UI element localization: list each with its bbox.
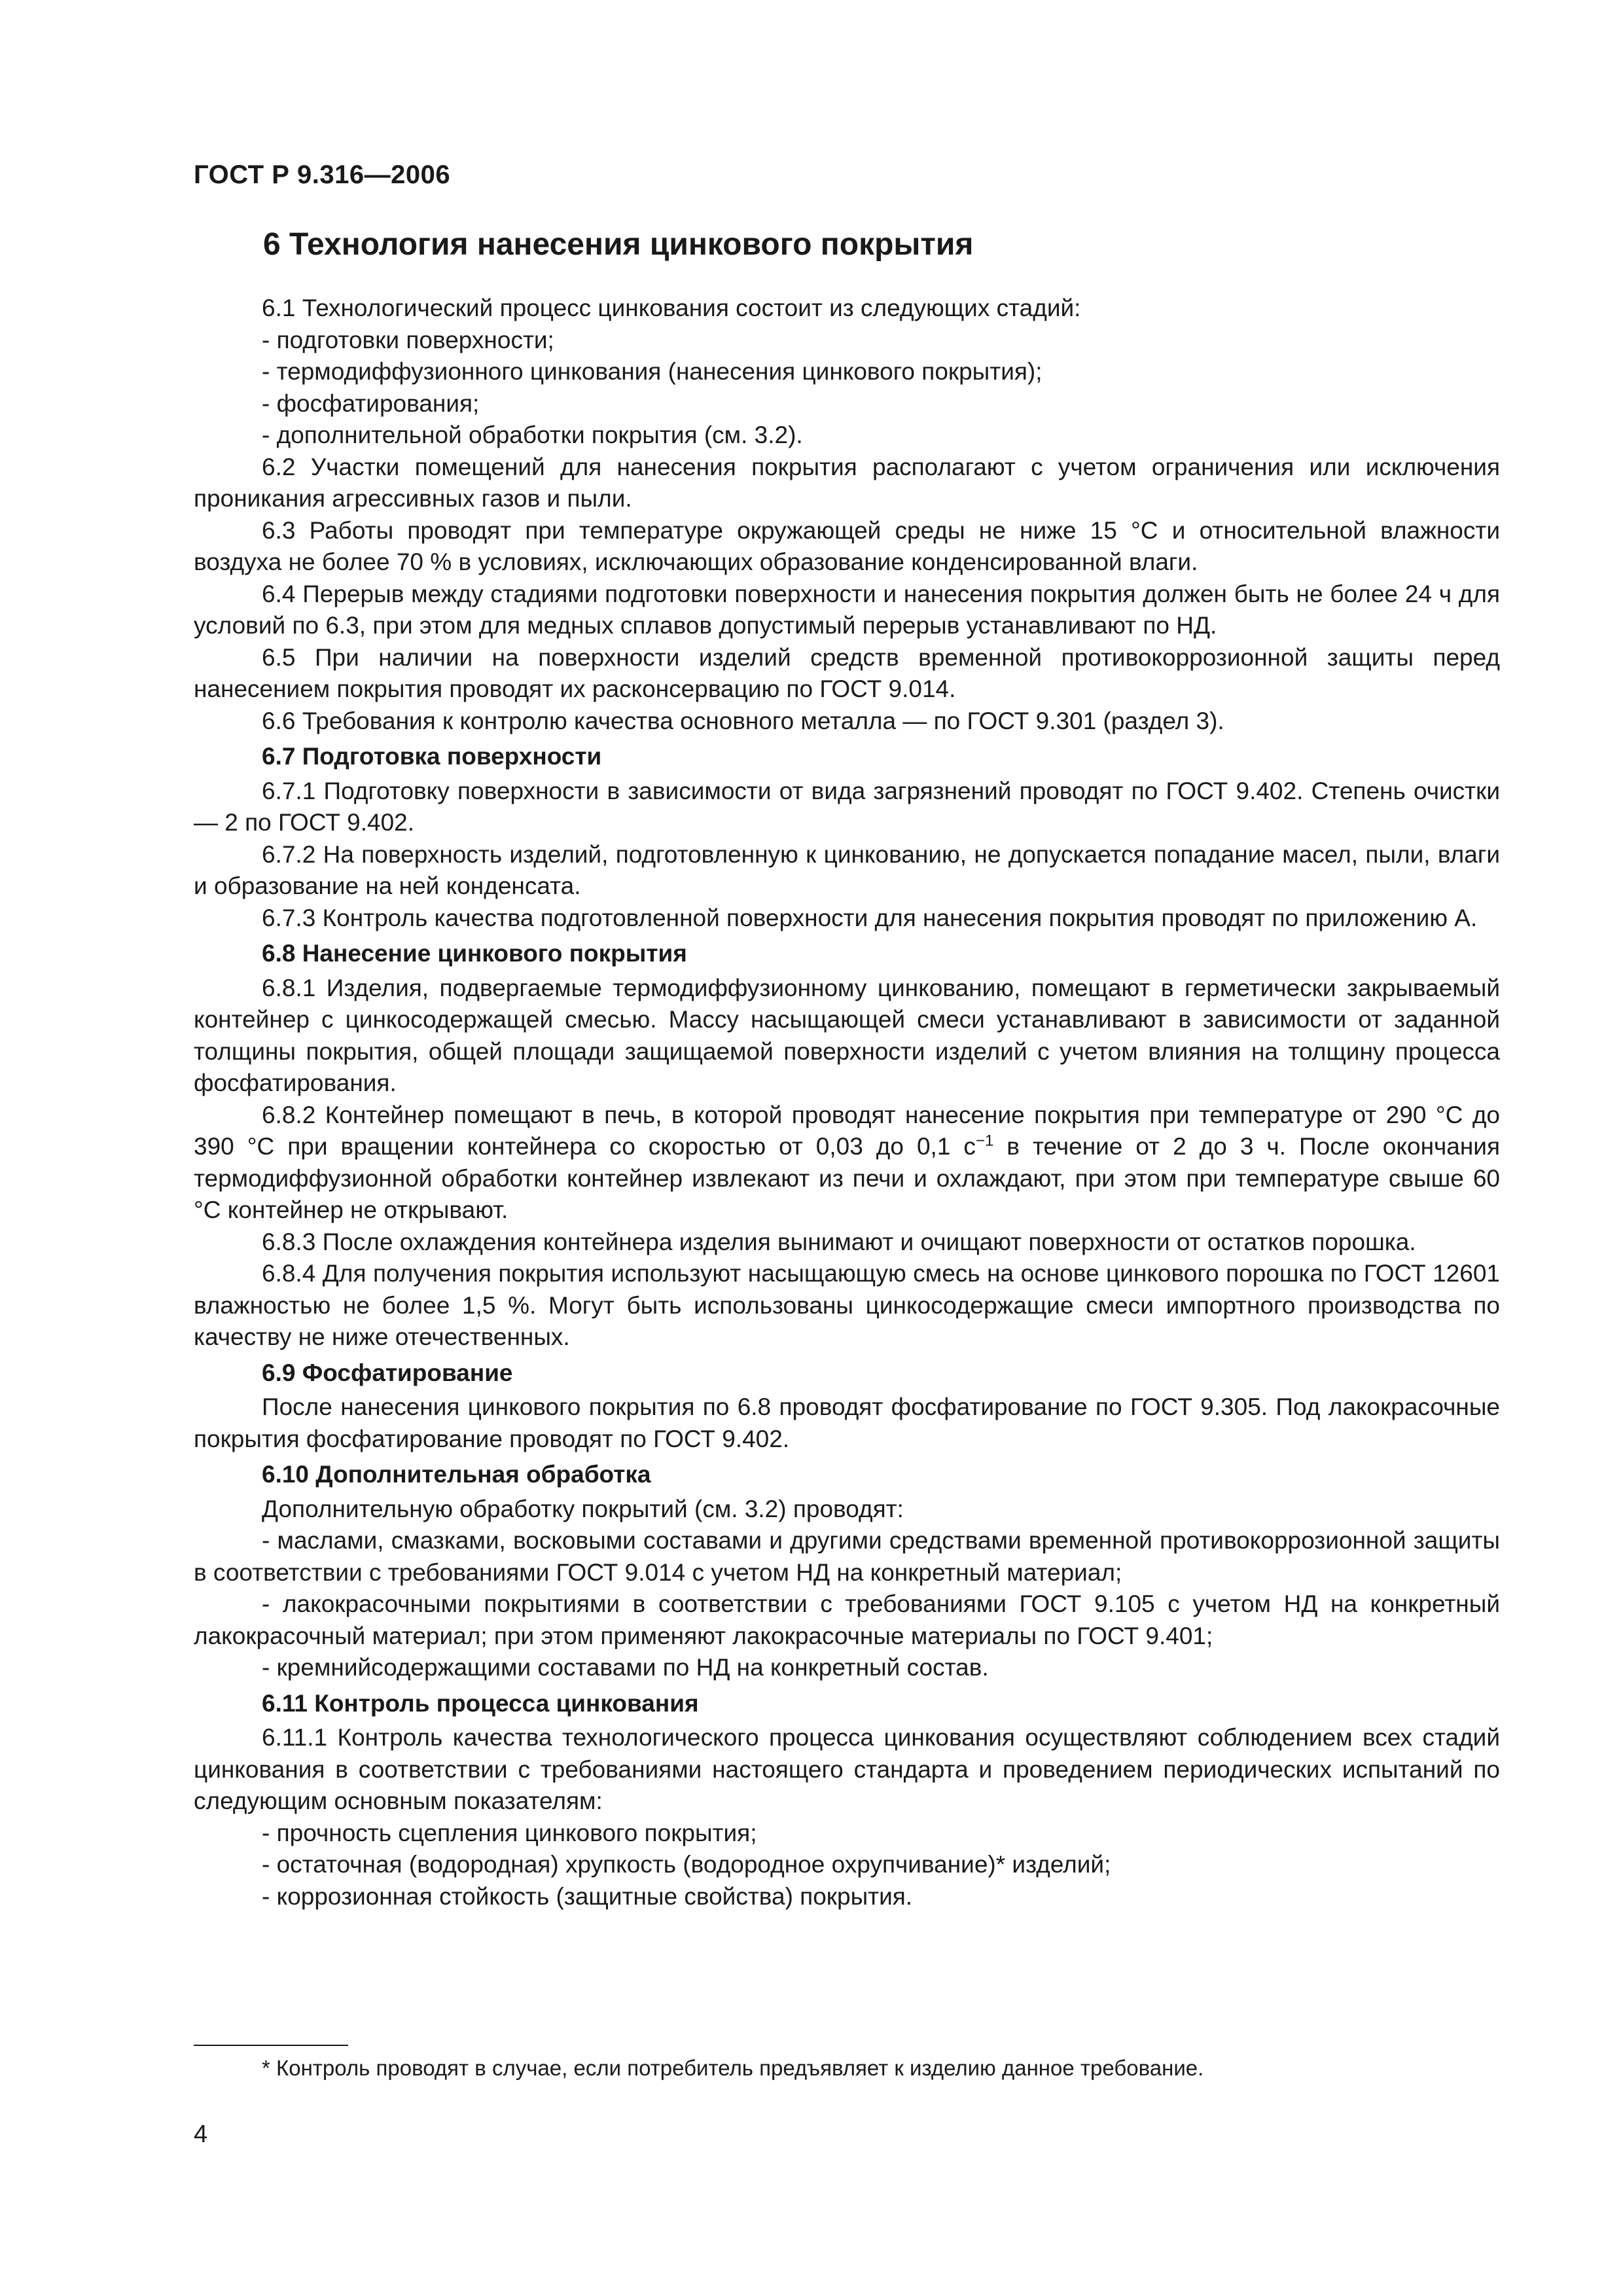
footnote: * Контроль проводят в случае, если потребитель предъявляет к изделию данное требование.	[262, 2056, 1204, 2080]
list-item: - коррозионная стойкость (защитные свойства) покрытия.	[262, 1882, 913, 1910]
footnote-divider	[194, 2045, 348, 2046]
subsection-title-6-10: 6.10 Дополнительная обработка	[262, 1461, 651, 1488]
list-item: - дополнительной обработки покрытия (см. 3.2).	[262, 422, 803, 448]
paragraph-6-8-1: 6.8.1 Изделия, подвергаемые термодиффузионному цинкованию, помещают в герметически закрываемый контейнер с цинкосодержащей смесью. Массу насыщающей смеси устанавливают в зависимости от заданной толщины покрытия, общей площади защищаемой поверхности изделий с учетом влияния на толщину процесса фосфатирования.	[194, 974, 1500, 1096]
paragraph-6-5: 6.5 При наличии на поверхности изделий средств временной противокоррозионной защиты перед нанесением покрытия проводят их расконсервацию по ГОСТ 9.014.	[194, 643, 1500, 702]
paragraph-6-3: 6.3 Работы проводят при температуре окружающей среды не ниже 15 °С и относительной влажности воздуха не более 70 % в условиях, исключающих образование конденсированной влаги.	[194, 516, 1500, 575]
stages-list	[194, 325, 1500, 452]
paragraph-6-8-2-part-a: 6.8.2 Контейнер помещают в печь, в которой проводят нанесение покрытия при температуре от 290 °С до 390 °С при вращении контейнера со скоростью от 0,03 до 0,1 с	[194, 1101, 1500, 1160]
paragraph-6-11-1: 6.11.1 Контроль качества технологического процесса цинкования осуществляют соблюдением всех стадий цинкования в соответствии с требованиями настоящего стандарта и проведением периодических испытаний по следующим основным показателям:	[194, 1724, 1500, 1814]
subsection-title-6-11: 6.11 Контроль процесса цинкования	[262, 1689, 699, 1717]
document-code-header: ГОСТ Р 9.316—2006	[194, 160, 451, 189]
paragraph-6-8-3: 6.8.3 После охлаждения контейнера изделия вынимают и очищают поверхности от остатков порошка.	[262, 1228, 1416, 1255]
document-body	[194, 226, 1500, 1912]
page-number: 4	[194, 2121, 208, 2148]
list-item: - фосфатирования;	[262, 389, 480, 417]
list-item: - лакокрасочными покрытиями в соответствии с требованиями ГОСТ 9.105 с учетом НД на конкретный лакокрасочный материал; при этом применяют лакокрасочные материалы по ГОСТ 9.401;	[194, 1590, 1500, 1649]
paragraph-6-1-intro: 6.1 Технологический процесс цинкования состоит из следующих стадий:	[262, 295, 1081, 321]
paragraph-6-7-1: 6.7.1 Подготовку поверхности в зависимости от вида загрязнений проводят по ГОСТ 9.402. Степень очистки — 2 по ГОСТ 9.402.	[194, 777, 1500, 836]
paragraph-6-6: 6.6 Требования к контролю качества основного металла — по ГОСТ 9.301 (раздел 3).	[262, 707, 1224, 734]
subsection-title-6-7: 6.7 Подготовка поверхности	[262, 743, 602, 770]
paragraph-6-8-2	[194, 1100, 1500, 1227]
subsection-title-6-8: 6.8 Нанесение цинкового покрытия	[262, 940, 687, 967]
list-item: - остаточная (водородная) хрупкость (водородное охрупчивание)* изделий;	[262, 1851, 1111, 1878]
exponent: −1	[975, 1132, 994, 1150]
section-title: 6 Технология нанесения цинкового покрытия	[263, 227, 974, 262]
paragraph-6-4: 6.4 Перерыв между стадиями подготовки поверхности и нанесения покрытия должен быть не более 24 ч для условий по 6.3, при этом для медных сплавов допустимый перерыв устанавливают по НД.	[194, 580, 1500, 639]
paragraph-6-8-4: 6.8.4 Для получения покрытия используют насыщающую смесь на основе цинкового порошка по ГОСТ 12601 влажностью не более 1,5 %. Могут быть использованы цинкосодержащие смеси импортного производства по качеству не ниже отечественных.	[194, 1260, 1500, 1350]
additional-treatment-list	[194, 1525, 1500, 1684]
paragraph-6-7-2: 6.7.2 На поверхность изделий, подготовленную к цинкованию, не допускается попадание масел, пыли, влаги и образование на ней конденсата.	[194, 840, 1500, 899]
paragraph-6-8-2-part-b: в течение от 2 до 3 ч. После окончания термодиффузионной обработки контейнер извлекают из печи и охлаждают, при этом при температуре свыше 60 °С контейнер не открывают.	[194, 1133, 1500, 1223]
paragraph-6-10-intro: Дополнительную обработку покрытий (см. 3.2) проводят:	[262, 1495, 904, 1522]
subsection-title-6-9: 6.9 Фосфатирование	[262, 1359, 513, 1386]
list-item: - маслами, смазками, восковыми составами и другими средствами временной противокоррозионной защиты в соответствии с требованиями ГОСТ 9.014 с учетом НД на конкретный материал;	[194, 1527, 1500, 1586]
test-indicators-list	[194, 1818, 1500, 1913]
paragraph-6-7-3: 6.7.3 Контроль качества подготовленной поверхности для нанесения покрытия проводят по приложению А.	[262, 904, 1478, 931]
list-item: - термодиффузионного цинкования (нанесения цинкового покрытия);	[262, 358, 1043, 385]
paragraph-6-2: 6.2 Участки помещений для нанесения покрытия располагают с учетом ограничения или исключения проникания агрессивных газов и пыли.	[194, 453, 1500, 512]
list-item: - кремнийсодержащими составами по НД на конкретный состав.	[262, 1654, 989, 1681]
list-item: - подготовки поверхности;	[262, 326, 554, 353]
list-item: - прочность сцепления цинкового покрытия;	[262, 1819, 757, 1846]
paragraph-6-9: После нанесения цинкового покрытия по 6.8 проводят фосфатирование по ГОСТ 9.305. Под лакокрасочные покрытия фосфатирование проводят по ГОСТ 9.402.	[194, 1393, 1500, 1452]
